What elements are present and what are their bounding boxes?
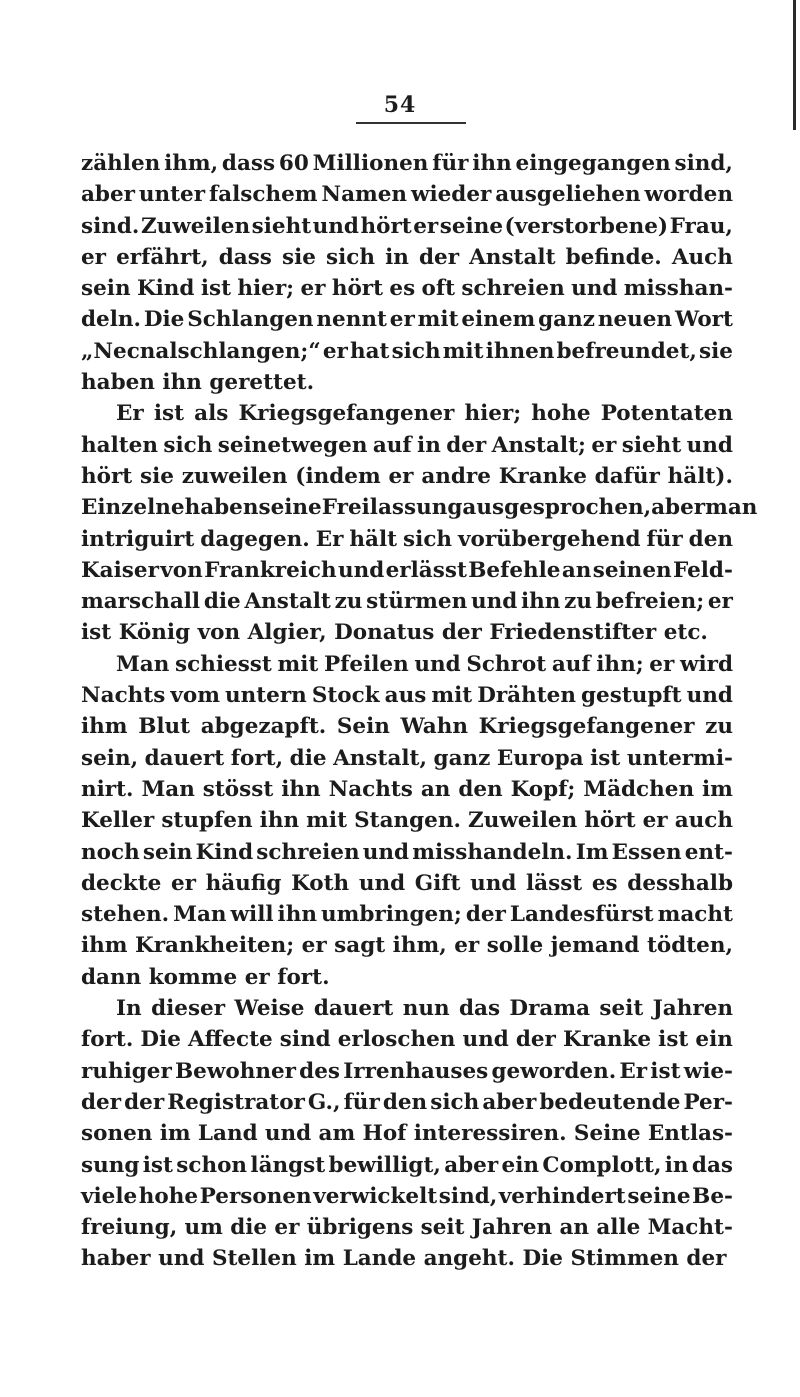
text-line: nirt. Man stösst ihn Nachts an den Kopf; Mädchen im xyxy=(81,776,733,802)
text-line: marschall die Anstalt zu stürmen und ihn zu befreien; er xyxy=(81,589,733,615)
text-line: sein, dauert fort, die Anstalt, ganz Europa ist untermi- xyxy=(81,745,733,771)
text-line: Man schiesst mit Pfeilen und Schrot auf ihn; er wird xyxy=(116,651,733,677)
text-line: Nachts vom untern Stock aus mit Drähten gestupft und xyxy=(81,683,733,709)
text-line: Er ist als Kriegsgefangener hier; hohe Potentaten xyxy=(116,401,733,427)
text-line: sind. Zuweilen sieht und hört er seine (verstorbene) Frau, xyxy=(81,213,733,239)
text-line: deln. Die Schlangen nennt er mit einem ganz neuen Wort xyxy=(81,307,733,333)
text-line: er erfährt, dass sie sich in der Anstalt befinde. Auch xyxy=(81,244,733,270)
page-number: 54 xyxy=(383,92,417,118)
text-line: noch sein Kind schreien und misshandeln. Im Essen ent- xyxy=(81,839,733,865)
text-line: In dieser Weise dauert nun das Drama seit Jahren xyxy=(116,996,733,1022)
text-line: ihm Krankheiten; er sagt ihm, er solle jemand tödten, xyxy=(81,933,733,959)
text-line: haben ihn gerettet. xyxy=(81,370,315,396)
text-line: „Necnalschlangen;“ er hat sich mit ihnen befreundet, sie xyxy=(81,338,733,364)
text-line: halten sich seinetwegen auf in der Anstalt; er sieht und xyxy=(81,432,733,458)
text-line: dann komme er fort. xyxy=(81,964,330,990)
text-line: deckte er häufig Koth und Gift und lässt es desshalb xyxy=(81,870,733,896)
text-line: freiung, um die er übrigens seit Jahren an alle Macht- xyxy=(81,1215,733,1241)
text-line: zählen ihm, dass 60 Millionen für ihn eingegangen sind, xyxy=(81,151,733,176)
text-line: der der Registrator G., für den sich aber bedeutende Per- xyxy=(81,1089,733,1115)
text-line: intriguirt dagegen. Er hält sich vorübergehend für den xyxy=(81,526,733,552)
text-line: hört sie zuweilen (indem er andre Kranke dafür hält). xyxy=(81,463,733,489)
paragraph xyxy=(81,993,733,1275)
text-line: sonen im Land und am Hof interessiren. Seine Entlas- xyxy=(81,1121,733,1147)
text-line: stehen. Man will ihn umbringen; der Landesfürst macht xyxy=(81,902,733,928)
text-line: aber unter falschem Namen wieder ausgeliehen worden xyxy=(81,182,733,208)
text-line: sein Kind ist hier; er hört es oft schreien und misshan- xyxy=(81,276,733,302)
text-line: Keller stupfen ihn mit Stangen. Zuweilen hört er auch xyxy=(81,808,733,834)
body-text xyxy=(81,148,758,1275)
text-line: haber und Stellen im Lande angeht. Die Stimmen der xyxy=(81,1246,727,1272)
text-line: fort. Die Affecte sind erloschen und der Kranke ist ein xyxy=(81,1027,733,1053)
paragraph xyxy=(81,398,758,648)
paragraph xyxy=(81,649,733,993)
page-number-rule xyxy=(356,122,466,124)
text-line: sung ist schon längst bewilligt, aber ein Complott, in das xyxy=(81,1152,733,1178)
text-line: ihm Blut abgezapft. Sein Wahn Kriegsgefangener zu xyxy=(81,714,733,740)
text-line: viele hohe Personen verwickelt sind, verhindert seine Be- xyxy=(81,1183,733,1209)
text-line: ist König von Algier, Donatus der Friedenstifter etc. xyxy=(81,620,708,646)
text-line: Einzelne haben seine Freilassung ausgesprochen, aber man xyxy=(81,495,758,521)
paragraph xyxy=(81,148,733,398)
text-line: ruhiger Bewohner des Irrenhauses geworden. Er ist wie- xyxy=(81,1058,733,1084)
text-line: Kaiser von Frankreich und erlässt Befehle an seinen Feld- xyxy=(81,557,733,583)
